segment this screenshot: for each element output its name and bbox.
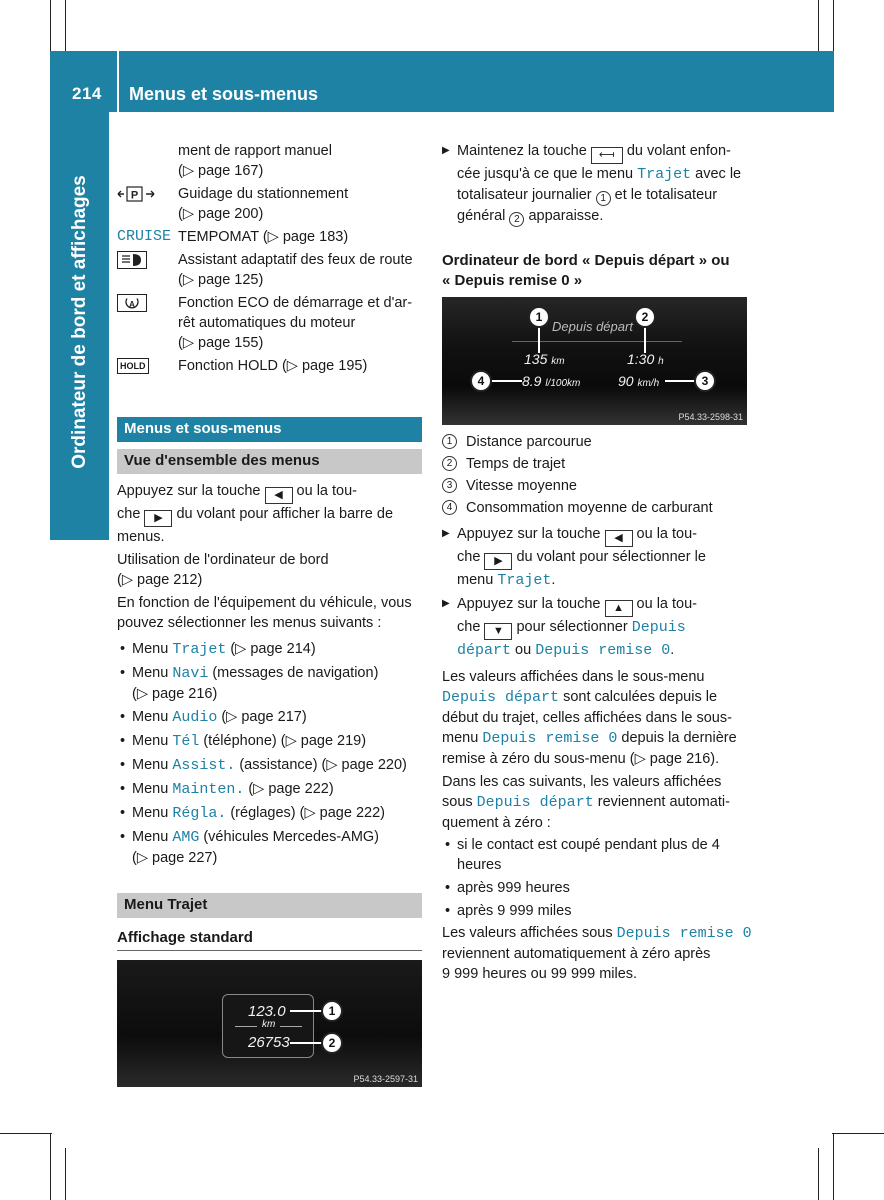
instruction-step — [442, 141, 752, 227]
list-item — [117, 755, 427, 776]
text: et le totalisateur — [614, 187, 718, 203]
text: ou la tou- — [636, 596, 698, 612]
section-bar: Menus et sous-menus — [117, 417, 422, 442]
callout-4: 4 — [470, 370, 492, 392]
speed-value — [618, 371, 659, 394]
crop-mark — [65, 1148, 66, 1200]
callout-2: 2 — [634, 306, 656, 328]
text: (messages de navigation) — [208, 665, 379, 681]
chapter-title: Ordinateur de bord et affichages — [69, 175, 90, 469]
legend-number: 2 — [442, 456, 457, 471]
cruise-label: CRUISE — [117, 228, 172, 245]
text: Consommation moyenne de carburant — [466, 500, 713, 516]
subsection-bar: Vue d'ensemble des menus — [117, 449, 422, 474]
right-arrow-key-icon: ▶ — [484, 553, 512, 570]
text: menus. — [117, 529, 165, 545]
menu-name: Assist. — [172, 757, 236, 774]
total-odometer-value: 26753 — [248, 1034, 290, 1051]
legend-number: 3 — [442, 478, 457, 493]
crop-mark — [65, 0, 66, 52]
text: ou la tou- — [296, 483, 358, 499]
paragraph — [117, 481, 427, 547]
menu-name: Depuis départ — [442, 689, 560, 706]
unit: km/h — [637, 378, 660, 389]
page-number: 214 — [72, 84, 102, 103]
text-line: (▷ page 212) — [117, 572, 203, 588]
figure-reference: P54.33-2597-31 — [353, 1074, 418, 1084]
value: 90 — [618, 373, 634, 389]
instruction-step — [442, 524, 754, 591]
text-line: Fonction HOLD (▷ page 195) — [178, 358, 368, 374]
paragraph — [442, 772, 754, 833]
paragraph — [117, 593, 427, 633]
text: menu — [457, 572, 494, 588]
list-item — [117, 827, 427, 868]
right-body-bottom — [442, 432, 754, 984]
subsection-bar: Menu Trajet — [117, 893, 422, 918]
text-line: ment de rapport manuel — [178, 143, 332, 159]
text: 9 999 heures ou 99 999 miles. — [442, 966, 638, 982]
text-line: (▷ page 200) — [178, 206, 264, 222]
callout-ref-1: 1 — [596, 191, 611, 206]
text: Dans les cas suivants, les valeurs affichées — [442, 774, 722, 790]
time-value — [627, 349, 664, 372]
text: remise à zéro du sous-menu (▷ page 216). — [442, 751, 720, 767]
text: Appuyez sur la touche — [117, 483, 261, 499]
callout-line — [290, 1042, 322, 1044]
text: avec le — [695, 166, 742, 182]
unit: l/100km — [545, 378, 581, 389]
callout-line — [290, 1010, 322, 1012]
list-item — [117, 639, 427, 660]
text: depuis la dernière — [621, 730, 737, 746]
text: (▷ page 222) — [244, 781, 334, 797]
header-divider — [117, 51, 119, 112]
text-line: « Depuis remise 0 » — [442, 272, 583, 289]
text-line: rêt automatiques du moteur — [178, 315, 356, 331]
menu-name: Depuis — [631, 619, 686, 636]
menu-name: Trajet — [637, 166, 692, 183]
legend-item — [442, 498, 754, 518]
list-item — [117, 707, 427, 728]
callout-2: 2 — [321, 1032, 343, 1054]
legend-item — [442, 432, 754, 452]
hold-icon — [117, 356, 171, 376]
reset-cases-list — [442, 835, 754, 921]
left-top-continuation — [178, 141, 428, 181]
list-item — [117, 779, 427, 800]
page-title: Menus et sous-menus — [129, 84, 319, 104]
text: reviennent automatiquement à zéro après — [442, 946, 711, 962]
callout-1: 1 — [321, 1000, 343, 1022]
text: (assistance) (▷ page 220) — [235, 757, 407, 773]
crop-mark — [833, 0, 834, 52]
text-line: TEMPOMAT (▷ page 183) — [178, 229, 349, 245]
divider-line — [235, 1026, 257, 1027]
section-heading — [442, 251, 752, 291]
text: du volant pour afficher la barre de — [176, 506, 394, 522]
left-body — [117, 481, 427, 868]
callout-line — [665, 380, 695, 382]
symbol-description — [178, 184, 428, 224]
text: Menu — [132, 805, 173, 821]
text: Temps de trajet — [466, 456, 566, 472]
callout-1: 1 — [528, 306, 550, 328]
submenu-title: Depuis départ — [552, 319, 633, 334]
legend-number: 4 — [442, 500, 457, 515]
text: sont calculées depuis le — [563, 689, 718, 705]
text: si le contact est coupé pendant plus de 4 — [457, 837, 720, 853]
legend-item — [442, 454, 754, 474]
symbol-description — [178, 227, 428, 247]
text: du volant enfon- — [626, 143, 731, 159]
menu-name: Régla. — [172, 805, 227, 822]
text: Vitesse moyenne — [466, 478, 577, 494]
text: cée jusqu'à ce que le menu — [457, 166, 634, 182]
callout-3: 3 — [694, 370, 716, 392]
legend-item — [442, 476, 754, 496]
subheading: Affichage standard — [117, 929, 253, 946]
text: (▷ page 214) — [226, 641, 316, 657]
text: che — [117, 506, 141, 522]
symbol-description — [178, 250, 428, 290]
text: Menu — [132, 829, 173, 845]
text-line: pouvez sélectionner les menus suivants : — [117, 615, 382, 631]
text: début du trajet, celles affichées dans le sous- — [442, 710, 732, 726]
right-arrow-key-icon: ▶ — [144, 510, 172, 527]
value: 8.9 — [522, 373, 542, 389]
text: (▷ page 217) — [217, 709, 307, 725]
consumption-value — [522, 371, 580, 394]
up-arrow-key-icon: ▲ — [605, 600, 633, 617]
svg-text:P: P — [130, 189, 139, 202]
crop-mark — [818, 1148, 819, 1200]
standard-display-figure — [117, 960, 422, 1087]
unit: km — [551, 356, 565, 367]
text-line: (▷ page 125) — [178, 272, 264, 288]
text: Les valeurs affichées dans le sous-menu — [442, 669, 705, 685]
trip-odometer-value: 123.0 — [248, 1003, 286, 1020]
menu-list — [117, 639, 427, 868]
text: Menu — [132, 709, 173, 725]
text: (véhicules Mercedes-AMG) — [199, 829, 380, 845]
unit-label: km — [262, 1019, 276, 1030]
value: 1:30 — [627, 351, 655, 367]
down-arrow-key-icon: ▼ — [484, 623, 512, 640]
left-arrow-key-icon: ◀ — [265, 487, 293, 504]
text: reviennent automati- — [597, 794, 730, 810]
text-line: (▷ page 155) — [178, 335, 264, 351]
text: (réglages) (▷ page 222) — [226, 805, 385, 821]
text: che — [457, 619, 481, 635]
menu-name: départ — [457, 642, 512, 659]
crop-mark — [50, 0, 51, 52]
menu-name: Depuis remise 0 — [616, 925, 752, 942]
callout-ref-2: 2 — [509, 212, 524, 227]
trip-computer-figure — [442, 297, 747, 425]
menu-name: Depuis départ — [476, 794, 594, 811]
right-body-top — [442, 141, 752, 291]
parking-guidance-icon — [117, 184, 171, 204]
callout-line — [492, 380, 522, 382]
unit: h — [658, 356, 664, 367]
distance-value — [524, 349, 565, 372]
text: après 999 heures — [457, 880, 570, 896]
text-line: Guidage du stationnement — [178, 186, 349, 202]
menu-name: Trajet — [172, 641, 227, 658]
menu-name: Depuis remise 0 — [535, 642, 671, 659]
text-line: Utilisation de l'ordinateur de bord — [117, 552, 329, 568]
figure-reference: P54.33-2598-31 — [678, 412, 743, 422]
text-line: En fonction de l'équipement du véhicule, vous — [117, 595, 412, 611]
back-key-icon: ⟻ — [591, 147, 623, 164]
crop-mark — [50, 1134, 51, 1200]
svg-text:A: A — [129, 300, 135, 309]
text: Menu — [132, 781, 173, 797]
text: général — [457, 208, 506, 224]
symbol-description — [178, 356, 428, 376]
text: Les valeurs affichées sous — [442, 925, 613, 941]
page-header — [50, 51, 834, 112]
text: heures — [457, 857, 502, 873]
paragraph — [117, 550, 427, 590]
text-line: Ordinateur de bord « Depuis départ » ou — [442, 252, 730, 269]
list-item — [117, 731, 427, 752]
text: totalisateur journalier — [457, 187, 592, 203]
hold-label: HOLD — [117, 358, 149, 374]
left-arrow-key-icon: ◀ — [605, 530, 633, 547]
text: (▷ page 216) — [132, 686, 218, 702]
text: Distance parcourue — [466, 434, 592, 450]
value: 135 — [524, 351, 548, 367]
menu-name: Audio — [172, 709, 218, 726]
text: Menu — [132, 733, 173, 749]
eco-start-stop-icon — [117, 293, 171, 313]
text: Menu — [132, 641, 173, 657]
list-item — [442, 878, 754, 898]
crop-mark — [832, 1133, 884, 1134]
divider-line — [280, 1026, 302, 1027]
crop-mark — [833, 1134, 834, 1200]
paragraph — [442, 667, 754, 769]
divider — [117, 950, 422, 951]
list-item — [442, 901, 754, 921]
text: Menu — [132, 665, 173, 681]
list-item — [442, 835, 754, 875]
text-line: Fonction ECO de démarrage et d'ar- — [178, 295, 413, 311]
text: après 9 999 miles — [457, 903, 572, 919]
legend-number: 1 — [442, 434, 457, 449]
crop-mark — [0, 1133, 52, 1134]
text: (téléphone) (▷ page 219) — [199, 733, 367, 749]
text: Maintenez la touche — [457, 143, 587, 159]
menu-name: AMG — [172, 829, 200, 846]
list-item — [117, 803, 427, 824]
crop-mark — [818, 0, 819, 52]
menu-name: Trajet — [497, 572, 552, 589]
instruction-step — [442, 594, 754, 661]
menu-name: Depuis remise 0 — [482, 730, 618, 747]
text: Appuyez sur la touche — [457, 596, 601, 612]
paragraph — [442, 923, 754, 984]
text: quement à zéro : — [442, 815, 551, 831]
text: (▷ page 227) — [132, 850, 218, 866]
text-line: Assistant adaptatif des feux de route — [178, 252, 413, 268]
text: . — [670, 642, 675, 658]
text: che — [457, 549, 481, 565]
menu-name: Navi — [172, 665, 209, 682]
text: pour sélectionner — [516, 619, 628, 635]
list-item — [117, 663, 427, 704]
text: ou — [515, 642, 532, 658]
text: menu — [442, 730, 479, 746]
text: ou la tou- — [636, 526, 698, 542]
text: sous — [442, 794, 473, 810]
text: Menu — [132, 757, 173, 773]
adaptive-highbeam-icon — [117, 250, 171, 270]
menu-name: Mainten. — [172, 781, 245, 798]
cruise-indicator — [117, 227, 171, 247]
text: Appuyez sur la touche — [457, 526, 601, 542]
menu-name: Tél — [172, 733, 200, 750]
text: . — [551, 572, 556, 588]
text: apparaisse. — [528, 208, 604, 224]
text: du volant pour sélectionner le — [516, 549, 706, 565]
text-line: (▷ page 167) — [178, 163, 264, 179]
symbol-description — [178, 293, 428, 353]
